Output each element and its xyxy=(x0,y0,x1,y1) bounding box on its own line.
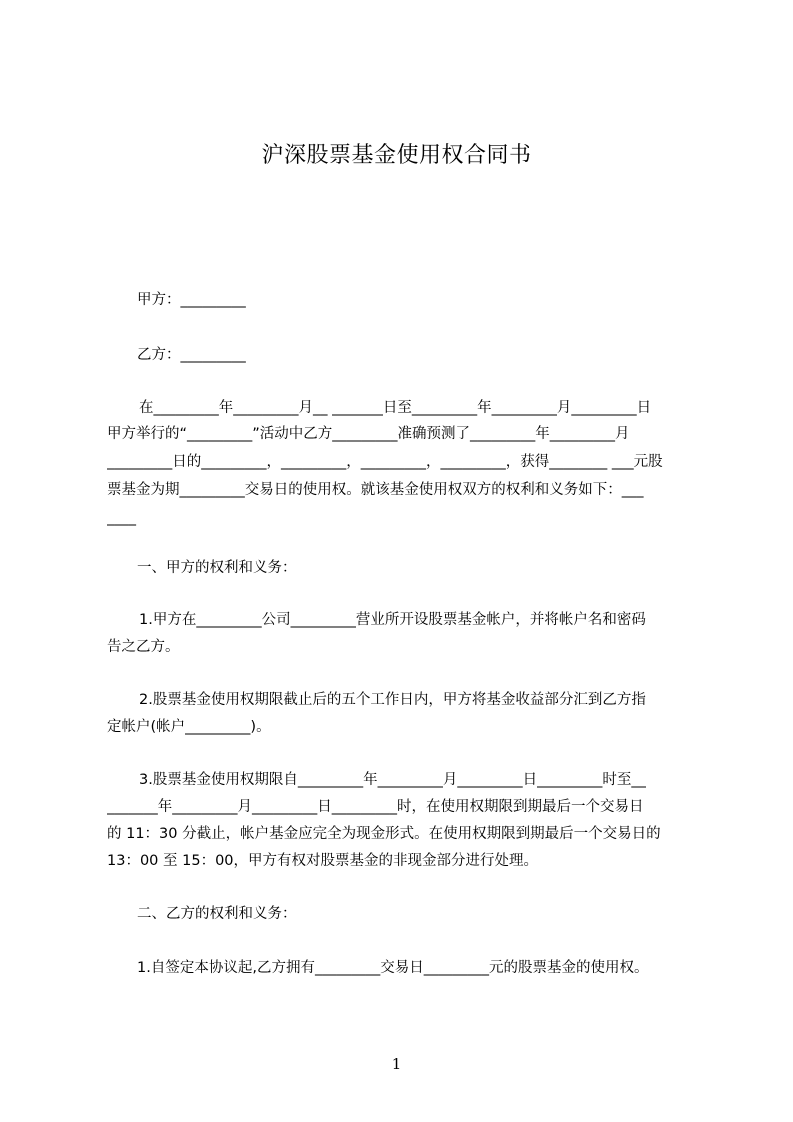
preamble-line-4: 票基金为期_________交易日的使用权。就该基金使用权双方的权利和义务如下：___ xyxy=(107,482,644,498)
section-1-item-2-line-2: 定帐户(帐户_________)。 xyxy=(107,719,271,735)
preamble-line-2: 甲方举行的“_________”活动中乙方_________准确预测了_________年_________月 xyxy=(107,426,630,442)
preamble-line-1: 在_________年_________月__ _______日至_________年_________月_________日 xyxy=(139,400,652,416)
document-title: 沪深股票基金使用权合同书 xyxy=(261,143,532,168)
page-number: 1 xyxy=(391,1055,402,1073)
section-2-heading: 二、乙方的权利和义务： xyxy=(137,906,297,922)
section-1-item-3-line-2: _______年_________月_________日_________时，在使用权期限到期最后一个交易日 xyxy=(107,799,644,815)
party-b-line: 乙方：_________ xyxy=(137,347,246,363)
section-2-item-1-line-1: 1.自签定本协议起,乙方拥有_________交易日_________元的股票基金的使用权。 xyxy=(137,960,649,976)
section-1-item-1-line-1: 1.甲方在_________公司_________营业所开设股票基金帐户，并将帐户名和密码 xyxy=(139,612,646,628)
party-a-line: 甲方：_________ xyxy=(137,292,246,308)
section-1-item-2-line-1: 2.股票基金使用权期限截止后的五个工作日内，甲方将基金收益部分汇到乙方指 xyxy=(139,692,646,708)
preamble-line-5: ____ xyxy=(107,510,136,526)
section-1-item-3-line-1: 3.股票基金使用权期限自_________年_________月_________日_________时至__ xyxy=(139,772,646,788)
preamble-line-3: _________日的_________，_________，_________，_________，获得________ ___元股 xyxy=(107,454,663,470)
section-1-heading: 一、甲方的权利和义务： xyxy=(137,560,297,576)
section-1-item-3-line-3: 的 11：30 分截止，帐户基金应完全为现金形式。在使用权期限到期最后一个交易日的 xyxy=(107,826,661,842)
section-1-item-1-line-2: 告之乙方。 xyxy=(107,639,180,655)
section-1-item-3-line-4: 13：00 至 15：00，甲方有权对股票基金的非现金部分进行处理。 xyxy=(107,853,539,869)
